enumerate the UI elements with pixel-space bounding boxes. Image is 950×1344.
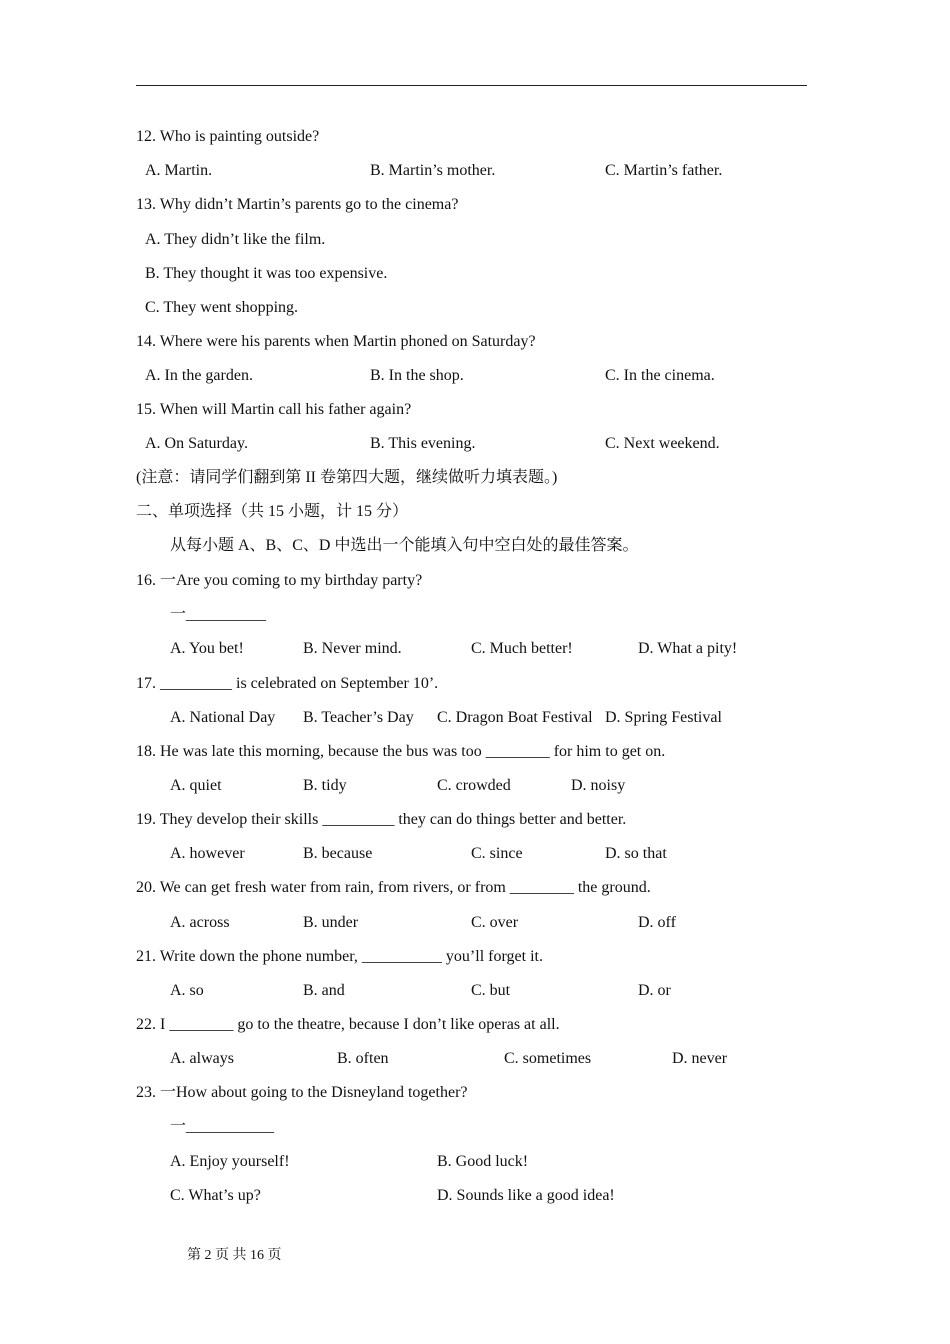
- q22-option-a: A. always: [170, 1050, 234, 1067]
- q16-stem: 16. 一Are you coming to my birthday party?: [136, 572, 423, 589]
- q23-option-c: C. What’s up?: [170, 1187, 261, 1204]
- q12-stem: 12. Who is painting outside?: [136, 128, 320, 145]
- q20-option-c: C. over: [471, 914, 519, 931]
- q23-stem: 23. 一How about going to the Disneyland together?: [136, 1084, 468, 1101]
- q13-option-c: C. They went shopping.: [145, 299, 299, 316]
- q16-option-a: A. You bet!: [170, 640, 244, 657]
- q21-option-b: B. and: [303, 982, 345, 999]
- q13-option-a: A. They didn’t like the film.: [145, 231, 326, 248]
- q15-option-a: A. On Saturday.: [145, 435, 248, 452]
- q18-option-a: A. quiet: [170, 777, 222, 794]
- q13-option-b: B. They thought it was too expensive.: [145, 265, 388, 282]
- q17-option-d: D. Spring Festival: [605, 709, 722, 726]
- q20-option-d: D. off: [638, 914, 676, 931]
- q19-option-a: A. however: [170, 845, 245, 862]
- q16-option-b: B. Never mind.: [303, 640, 402, 657]
- q18-option-c: C. crowded: [437, 777, 511, 794]
- q12-option-c: C. Martin’s father.: [605, 162, 723, 179]
- q15-option-b: B. This evening.: [370, 435, 476, 452]
- q19-option-b: B. because: [303, 845, 373, 862]
- header-rule: [136, 85, 807, 86]
- q16-option-d: D. What a pity!: [638, 640, 738, 657]
- q23-option-a: A. Enjoy yourself!: [170, 1153, 290, 1170]
- q23-option-b: B. Good luck!: [437, 1153, 529, 1170]
- q15-option-c: C. Next weekend.: [605, 435, 720, 452]
- q21-option-c: C. but: [471, 982, 511, 999]
- q21-option-a: A. so: [170, 982, 204, 999]
- q14-option-a: A. In the garden.: [145, 367, 253, 384]
- q12-option-a: A. Martin.: [145, 162, 213, 179]
- q22-option-c: C. sometimes: [504, 1050, 592, 1067]
- q18-stem: 18. He was late this morning, because the bus was too ________ for him to get on.: [136, 743, 666, 760]
- q19-option-d: D. so that: [605, 845, 667, 862]
- q18-option-b: B. tidy: [303, 777, 347, 794]
- q21-stem: 21. Write down the phone number, __________ you’ll forget it.: [136, 948, 543, 965]
- q22-option-d: D. never: [672, 1050, 728, 1067]
- q20-stem: 20. We can get fresh water from rain, from rivers, or from ________ the ground.: [136, 879, 651, 896]
- section2-instruction: 从每小题 A、B、C、D 中选出一个能填入句中空白处的最佳答案。: [170, 537, 639, 554]
- q15-stem: 15. When will Martin call his father again?: [136, 401, 412, 418]
- q17-option-b: B. Teacher’s Day: [303, 709, 414, 726]
- q17-stem: 17. _________ is celebrated on September 10’.: [136, 675, 439, 692]
- q14-stem: 14. Where were his parents when Martin phoned on Saturday?: [136, 333, 536, 350]
- q16-reply: 一__________: [170, 606, 267, 623]
- q20-option-b: B. under: [303, 914, 359, 931]
- q16-option-c: C. Much better!: [471, 640, 573, 657]
- q21-option-d: D. or: [638, 982, 671, 999]
- q22-stem: 22. I ________ go to the theatre, because I don’t like operas at all.: [136, 1016, 560, 1033]
- section2-title: 二、单项选择（共 15 小题，计 15 分）: [136, 503, 409, 520]
- page-footer: 第 2 页 共 16 页: [187, 1248, 282, 1263]
- q20-option-a: A. across: [170, 914, 230, 931]
- q14-option-c: C. In the cinema.: [605, 367, 715, 384]
- q17-option-a: A. National Day: [170, 709, 276, 726]
- q12-option-b: B. Martin’s mother.: [370, 162, 496, 179]
- q19-option-c: C. since: [471, 845, 523, 862]
- q13-stem: 13. Why didn’t Martin’s parents go to the cinema?: [136, 196, 459, 213]
- q14-option-b: B. In the shop.: [370, 367, 464, 384]
- q18-option-d: D. noisy: [571, 777, 626, 794]
- q23-option-d: D. Sounds like a good idea!: [437, 1187, 615, 1204]
- q22-option-b: B. often: [337, 1050, 389, 1067]
- q17-option-c: C. Dragon Boat Festival: [437, 709, 593, 726]
- listening-note: (注意：请同学们翻到第 II 卷第四大题，继续做听力填表题。): [136, 469, 558, 486]
- q23-reply: 一___________: [170, 1118, 275, 1135]
- q19-stem: 19. They develop their skills _________ they can do things better and better.: [136, 811, 627, 828]
